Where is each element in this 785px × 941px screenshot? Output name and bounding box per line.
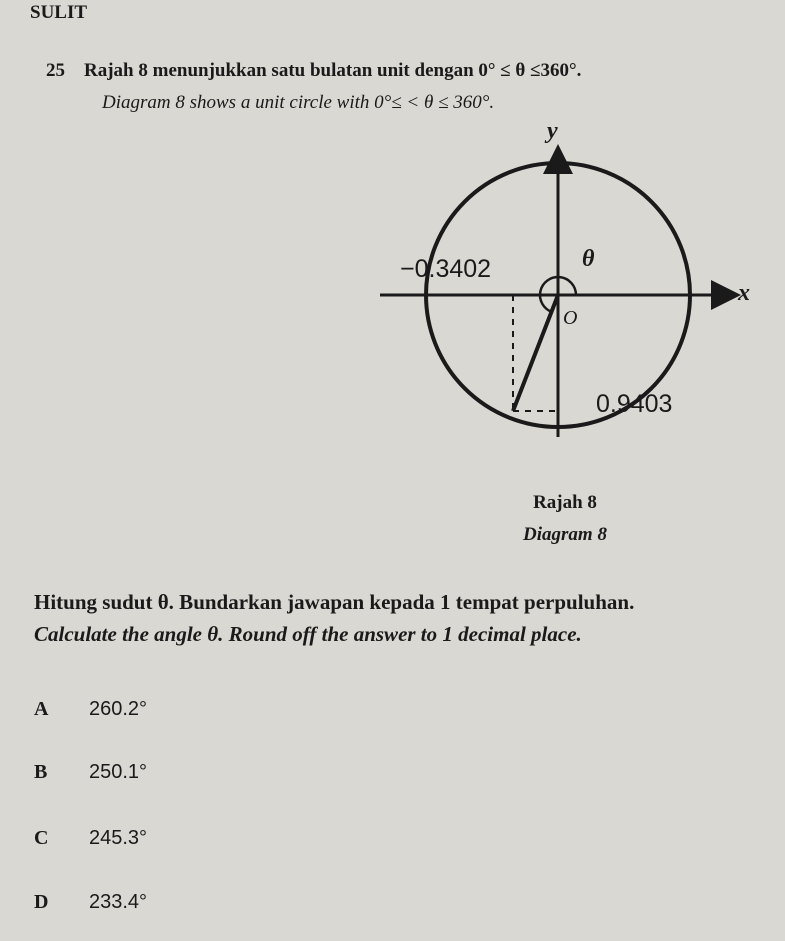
x-axis-label: x	[738, 280, 750, 306]
option-b-letter: B	[34, 761, 48, 783]
option-a[interactable]	[34, 698, 147, 721]
diagram-caption-malay: Rajah 8	[533, 492, 597, 513]
y-coordinate-value: 0.9403	[596, 390, 673, 418]
option-c-value: 245.3°	[89, 827, 148, 849]
unit-circle-diagram	[360, 112, 780, 442]
instruction-english: Calculate the angle θ. Round off the answer to 1 decimal place.	[34, 622, 582, 646]
option-d[interactable]	[34, 891, 147, 914]
x-coordinate-value: −0.3402	[400, 255, 492, 283]
option-d-letter: D	[34, 891, 49, 913]
instruction-malay: Hitung sudut θ. Bundarkan jawapan kepada 1 tempat perpuluhan.	[34, 590, 635, 614]
option-c-letter: C	[34, 827, 49, 849]
option-a-value: 260.2°	[89, 698, 148, 720]
option-a-letter: A	[34, 698, 49, 720]
option-b-value: 250.1°	[89, 761, 148, 783]
page-header: SULIT	[30, 2, 88, 23]
y-axis-label: y	[547, 118, 558, 144]
option-c[interactable]	[34, 827, 147, 850]
diagram-caption-english: Diagram 8	[523, 524, 607, 545]
origin-label: O	[563, 307, 578, 329]
question-text-malay: Rajah 8 menunjukkan satu bulatan unit dengan 0° ≤ θ ≤360°.	[84, 60, 582, 81]
question-text-english: Diagram 8 shows a unit circle with 0°≤ < θ ≤ 360°.	[102, 92, 495, 113]
theta-label: θ	[582, 246, 595, 272]
option-d-value: 233.4°	[89, 891, 148, 913]
option-b[interactable]	[34, 761, 147, 784]
question-number: 25	[46, 60, 65, 81]
